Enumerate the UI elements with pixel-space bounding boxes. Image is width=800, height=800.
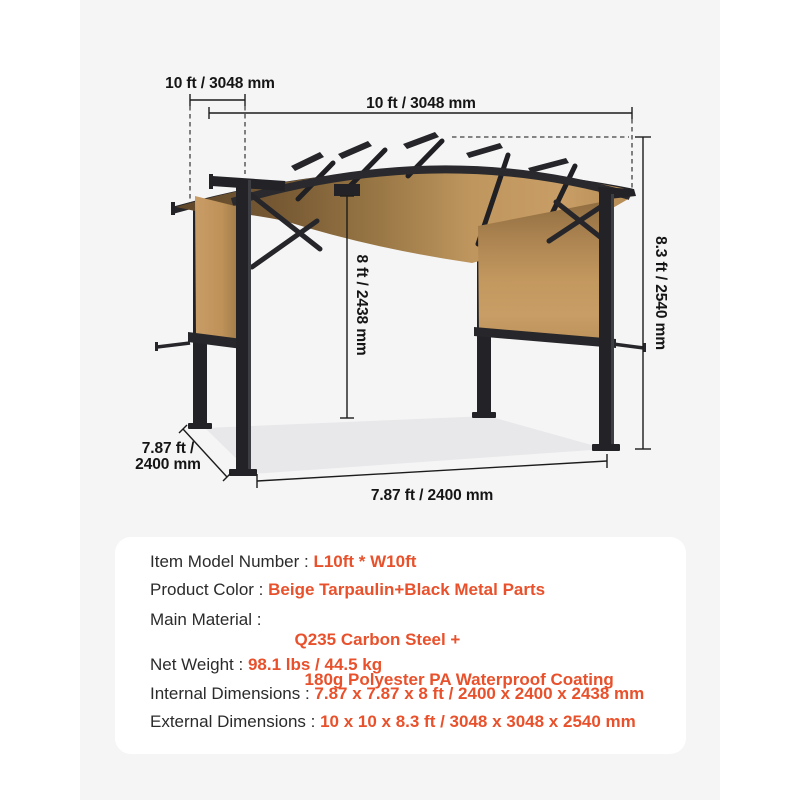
dim-top-width-label: 10 ft / 3048 mm [366,95,476,112]
spec-label: Internal Dimensions : [150,684,315,703]
spec-label: Product Color : [150,580,269,599]
spec-card [115,537,686,754]
spec-row-product-color [150,580,545,600]
spec-value: 98.1 lbs / 44.5 kg [247,655,383,674]
mid-beam-bracket [334,184,360,196]
dim-top-left-width-label: 10 ft / 3048 mm [165,75,275,92]
spec-row-external-dimensions [150,712,636,732]
back-beam-left-cap [171,202,175,215]
spec-row-internal-dimensions [150,684,644,704]
dim-inner-height-label: 8 ft / 2438 mm [353,254,370,356]
spec-value-line2: 180g Polyester PA Waterproof Coating [304,670,614,689]
spec-value: L10ft * W10ft [313,552,417,571]
right-fabric-panel [474,200,646,352]
spec-row-model-number [150,552,416,572]
spec-label: Net Weight : [150,655,248,674]
dim-outer-height-label: 8.3 ft / 2540 mm [652,236,669,350]
spec-row-net-weight [150,655,382,675]
dim-depth-label-line1: 7.87 ft / [141,440,195,457]
spec-value: Beige Tarpaulin+Black Metal Parts [268,580,546,599]
spec-label: Main Material : [150,610,267,629]
dim-front-width-label: 7.87 ft / 2400 mm [370,487,494,504]
spec-value: 7.87 x 7.87 x 8 ft / 2400 x 2400 x 2438 mm [314,684,645,703]
spec-value: 10 x 10 x 8.3 ft / 3048 x 3048 x 2540 mm [320,712,636,731]
dim-depth-label-line2: 2400 mm [135,456,201,473]
spec-value-line1: Q235 Carbon Steel + [294,630,461,649]
spec-label: External Dimensions : [150,712,321,731]
left-fabric-panel [155,196,250,351]
spec-label: Item Model Number : [150,552,314,571]
floor-shadow [205,416,606,474]
